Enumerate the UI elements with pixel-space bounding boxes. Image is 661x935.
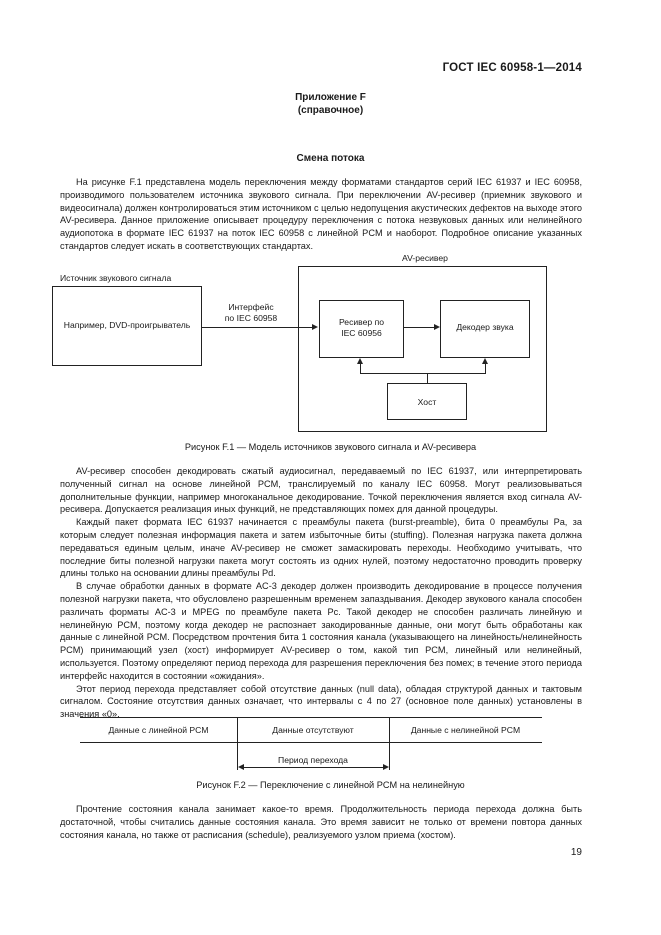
segment-linear-pcm: Данные с линейной PCM — [108, 725, 209, 735]
section-title: Смена потока — [296, 153, 365, 164]
host-up-line — [427, 373, 428, 383]
body-paragraph-3: В случае обработки данных в формате AC-3 декодер должен производить декодирование в процессе получения полезной нагрузки пакета, что обусловлено разрешенным временем запаздывания. Декодер звукового канала способен различать форматы AC-3 и MPEG по преамбуле пакета Pc. Такой декодер не способен различать линейную и нелинейную PCM, поэтому когда декодер не распознает закодированные данные, они могут быть обработаны как данные с линейной PCM. Посредством прочтения бита 1 состояния канала (указывающего на линейность/нелинейность PCM) принимающий узел (хост) информирует AV-ресивер о том, какой тип PCM, линейный или нелинейный, используется. Поэтому определяют период перехода для разрешения переключения без помех; в течение этого периода интерфейс находится в состоянии «ожидания». — [60, 581, 582, 681]
interface-label-1: Интерфейс — [228, 302, 274, 312]
page-number: 19 — [570, 847, 582, 858]
source-label: Источник звукового сигнала — [60, 273, 172, 283]
body-paragraph-4: Этот период перехода представляет собой отсутствие данных (null data), обладая структурой данных и тактовым сигналом. Состояние отсутствия данных означает, что интервалы с 4 по 27 (основное поле данных) установлены в значения «0». — [60, 683, 582, 720]
period-arrow-right — [383, 764, 389, 770]
decoder-text: Декодер звука — [456, 322, 514, 332]
av-receiver-label: AV-ресивер — [402, 253, 448, 263]
host-receiver-arrow — [357, 358, 363, 364]
interface-line — [202, 327, 312, 328]
body-paragraph-1: AV-ресивер способен декодировать сжатый аудиосигнал, передаваемый по IEC 61937, или интерпретировать полученный сигнал на основе линейной PCM, транслируемый по каналу IEC 60958. Могут реализовываться дополнительные функции, например многоканальное декодирование. Точкой переключения является вход сигнала AV-ресивера. Допускается реализация иных функций, не представляющих помех для данной процедуры. — [60, 466, 582, 515]
host-text: Хост — [417, 397, 437, 407]
host-decoder-line — [485, 364, 486, 374]
figure-f2-caption: Рисунок F.2 — Переключение с линейной PCM на нелинейную — [196, 780, 465, 790]
timeline-bottom-line — [80, 742, 542, 743]
appendix-title: Приложение F — [295, 92, 366, 103]
closing-paragraph — [60, 803, 582, 841]
host-feedback-line — [360, 373, 485, 374]
segment-no-data: Данные отсутствуют — [272, 725, 354, 735]
figure-f1-caption: Рисунок F.1 — Модель источников звукового сигнала и AV-ресивера — [184, 442, 477, 452]
receiver-text-2: IEC 60956 — [341, 328, 382, 338]
intro-paragraph — [60, 176, 582, 253]
receiver-decoder-line — [404, 327, 434, 328]
appendix-subtitle: (справочное) — [297, 105, 364, 116]
source-box-text: Например, DVD-проигрыватель — [63, 320, 191, 330]
intro-text: На рисунке F.1 представлена модель переключения между форматами стандартов серий IEC 61937 и IEC 60958, производимого пользователем источника звукового сигнала. При переключении AV-ресивер (приемник звукового и видеосигнала) должен контролироваться этим источником с целью недопущения акустических дефектов на выходе этого AV-ресивера. Данное приложение описывает процедуру переключения с потока незвуковых данных или нелинейного аудиопотока в формате IEC 61937 на поток IEC 60958 с линейной PCM и наоборот. Подробное описание указанных стандартов следует искать в соответствующих стандартах. — [60, 177, 582, 251]
period-right-tick — [389, 742, 390, 770]
closing-text: Прочтение состояния канала занимает какое-то время. Продолжительность периода перехода должна быть достаточной, чтобы считались данные состояния канала. Это время зависит не только от времени повтора данных состояния канала, но также от расписания (schedule), реализуемого узлом приема (хостом). — [60, 804, 582, 840]
period-line — [243, 767, 383, 768]
receiver-text-1: Ресивер по — [338, 317, 385, 327]
body-paragraph-2: Каждый пакет формата IEC 61937 начинается с преамбулы пакета (burst-preamble), бита 0 преамбулы Pa, за которым следует полезная информация пакета и затем избыточные биты (stuffing). Полезная нагрузка пакета должна передаваться единым целым, иначе AV-ресивер не сможет замаскировать переходы. Необходимо учитывать, что последние биты полезной нагрузки пакета могут состоять из одних нулей, поэтому недостаточно проводить проверку длины только на основании длины преамбулы Pd. — [60, 517, 582, 579]
standard-designation: ГОСТ IEC 60958-1—2014 — [442, 62, 582, 74]
period-arrow-left — [238, 764, 244, 770]
host-decoder-arrow — [482, 358, 488, 364]
timeline-top-line — [80, 717, 542, 718]
interface-label-2: по IEC 60958 — [224, 313, 278, 323]
transition-period-label: Период перехода — [278, 755, 348, 765]
host-receiver-line — [360, 364, 361, 374]
body-text — [60, 465, 582, 721]
segment-nonlinear-pcm: Данные с нелинейной PCM — [410, 725, 521, 735]
